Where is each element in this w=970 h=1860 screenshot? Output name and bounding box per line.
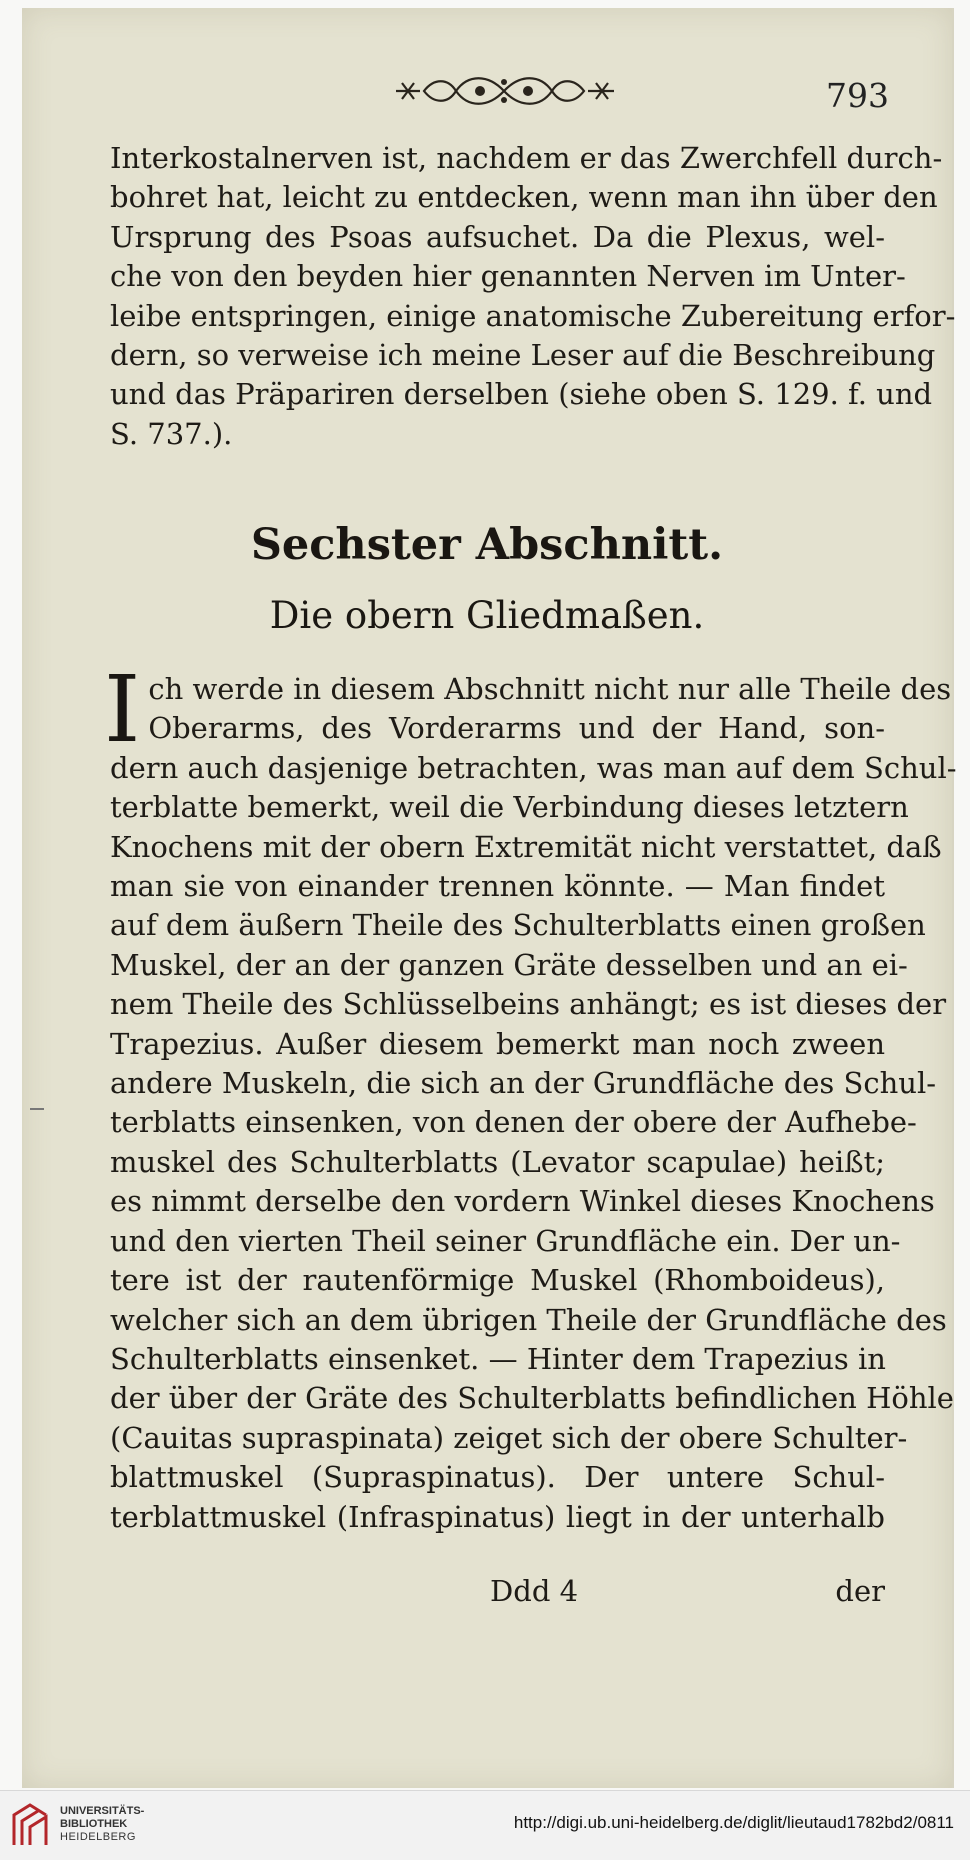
text-line: Ursprung des Psoas aufsuchet. Da die Plexus, wel- [110,219,885,254]
text-line: terblatte bemerkt, weil die Verbindung dieses letztern [110,790,909,825]
text-line: leibe entspringen, einige anatomische Zubereitung erfor- [110,298,956,333]
section-paragraph [104,656,957,1537]
drop-cap: I [104,656,141,763]
text-line: Interkostalnerven ist, nachdem er das Zwerchfell durch- [110,141,943,175]
paragraph-continuation [110,139,956,454]
text-line: dern auch dasjenige betrachten, was man auf dem Schul- [110,750,957,785]
text-line: Trapezius. Außer diesem bemerkt man noch zween [110,1026,885,1061]
text-line: che von den beyden hier genannten Nerven im Unter- [110,259,906,294]
text-line: tere ist der rautenförmige Muskel (Rhomboideus), [110,1263,885,1298]
text-line: terblatts einsenken, von denen der obere der Aufhebe- [110,1105,917,1140]
text-line: Knochens mit der obern Extremität nicht verstattet, daß [110,829,942,864]
library-name [60,1805,144,1844]
text-line: terblattmuskel (Infraspinatus) liegt in der unterhalb [110,1499,885,1534]
text-line: der über der Gräte des Schulterblatts befindlichen Höhle [110,1381,954,1416]
library-name-line: HEIDELBERG [60,1831,136,1843]
text-line: und das Präpariren derselben (siehe oben S. 129. f. und [110,377,933,412]
text-line: man sie von einander trennen könnte. — Man findet [110,869,885,904]
text-line: welcher sich an dem übrigen Theile der Grundfläche des [110,1302,947,1337]
text-line: ch werde in diesem Abschnitt nicht nur alle Theile des [148,672,952,706]
text-line: nem Theile des Schlüsselbeins anhängt; es ist dieses der [110,987,947,1022]
text-line: Muskel, der an der ganzen Gräte desselben und an ei- [110,947,908,982]
permalink-url[interactable]: http://digi.ub.uni-heidelberg.de/diglit/lieutaud1782bd2/0811 [513,1813,954,1832]
margin-mark [30,1108,44,1110]
book-page [22,8,957,1788]
page-number: 793 [826,76,889,115]
text-line: S. 737.). [110,416,233,451]
university-logo-icon [8,1801,52,1851]
text-line: und den vierten Theil seiner Grundfläche ein. Der un- [110,1223,901,1258]
text-line: Schulterblatts einsenket. — Hinter dem Trapezius in [110,1341,886,1376]
text-line: auf dem äußern Theile des Schulterblatts einen großen [110,908,926,943]
text-line: dern, so verweise ich meine Leser auf die Beschreibung [110,338,936,373]
text-line: andere Muskeln, die sich an der Grundfläche des Schul- [110,1066,937,1101]
text-line: Oberarms, des Vorderarms und der Hand, son- [148,711,885,746]
text-line: bohret hat, leicht zu entdecken, wenn man ihn über den [110,180,938,215]
library-name-line: UNIVERSITÄTS- [60,1805,145,1817]
text-line: muskel des Schulterblatts (Levator scapulae) heißt; [110,1144,885,1179]
signature-mark: Ddd 4 [490,1574,579,1608]
library-name-line: BIBLIOTHEK [60,1818,128,1830]
catchword: der [835,1574,885,1608]
text-line: es nimmt derselbe den vordern Winkel dieses Knochens [110,1184,935,1219]
printers-ornament-icon [386,68,626,114]
section-heading: Sechster Abschnitt. [250,520,724,570]
text-line: (Cauitas supraspinata) zeiget sich der obere Schulter- [110,1420,908,1455]
section-subheading: Die obern Gliedmaßen. [269,594,705,637]
text-line: blattmuskel (Supraspinatus). Der untere Schul- [110,1460,885,1495]
viewer-footer [0,1790,970,1860]
